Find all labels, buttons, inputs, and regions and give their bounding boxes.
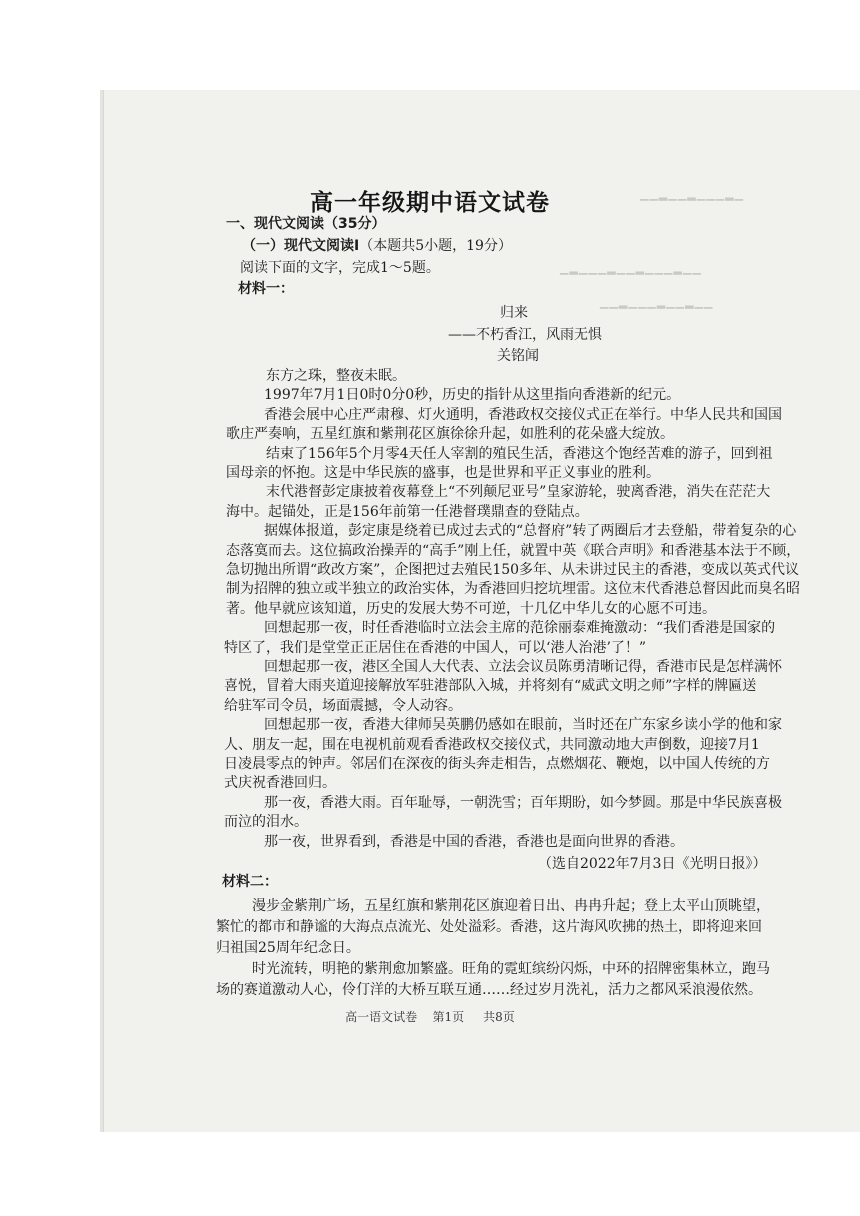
article-line: 急切抛出所谓“政改方案”，企图把过去殖民150多年、从未讲过民主的香港，变成以英式代议 — [226, 562, 800, 578]
subsection-heading — [242, 236, 512, 256]
article-line: 回想起那一夜，港区全国人大代表、立法会议员陈勇清晰记得，香港市民是怎样满怀 — [264, 659, 782, 675]
bleed-through-texture: ▁▂▁▁▁▂▁▁▂▁▁▁▂▁▁ — [560, 262, 702, 275]
article-line: 特区了，我们是堂堂正正居住在香港的中国人，可以‘港人治港’了！” — [224, 639, 647, 656]
article-line: 那一夜，香港大雨。百年耻辱，一朝洗雪；百年期盼，如今梦圆。那是中华民族喜极 — [264, 794, 782, 811]
article-line: 式庆祝香港回归。 — [224, 775, 336, 792]
article-subtitle: ——不朽香江，风雨无惧 — [448, 327, 602, 343]
article-line: 回想起那一夜，时任香港临时立法会主席的范徐丽泰难掩激动：“我们香港是国家的 — [264, 620, 776, 637]
article-line: 而泣的泪水。 — [224, 814, 308, 831]
article-line: 据媒体报道，彭定康是绕着已成过去式的“总督府”转了两圈后才去登船，带着复杂的心 — [264, 523, 797, 540]
article-line: 香港会展中心庄严肃穆、灯火通明，香港政权交接仪式正在举行。中华人民共和国国 — [264, 406, 782, 423]
article-line: 日凌晨零点的钟声。邻居们在深夜的街头奔走相告，点燃烟花、鞭炮，以中国人传统的方 — [224, 756, 770, 772]
material-one-label: 材料一： — [238, 281, 294, 297]
page-footer — [0, 1008, 860, 1025]
exam-title: 高一年级期中语文试卷 — [310, 190, 550, 216]
article-source: （选自2022年7月3日《光明日报》） — [538, 855, 767, 872]
article-line: 歌庄严奏响，五星红旗和紫荆花区旗徐徐升起，如胜利的花朵盛大绽放。 — [226, 426, 674, 443]
article-line: 态落寞而去。这位搞政治操弄的“高手”刚上任，就置中英《联合声明》和香港基本法于不顾， — [226, 542, 801, 559]
article-author: 关铭闻 — [497, 348, 539, 364]
article-line: 1997年7月1日0时0分0秒，历史的指针从这里指向香港新的纪元。 — [264, 387, 681, 404]
article-line: 制为招牌的独立或半独立的政治实体，为香港回归挖坑埋雷。这位末代香港总督因此而臭名昭 — [226, 581, 800, 598]
article-line: 那一夜，世界看到，香港是中国的香港，香港也是面向世界的香港。 — [264, 833, 684, 850]
article-line: 人、朋友一起，围在电视机前观看香港政权交接仪式，共同激动地大声倒数，迎接7月1 — [224, 736, 760, 753]
article-line: 末代港督彭定康披着夜幕登上“不列颠尼亚号”皇家游轮，驶离香港，消失在茫茫大 — [266, 484, 771, 501]
article-line: 东方之珠，整夜未眠。 — [266, 368, 406, 384]
subsection-title: （一）现代文阅读Ⅰ — [242, 238, 360, 254]
article-line: 海中。起锚处，正是156年前第一任港督璞鼎查的登陆点。 — [226, 503, 589, 520]
article-line: 给驻军司令员，场面震撼，令人动容。 — [224, 697, 462, 714]
bleed-through-texture: ▁▁▂▁▁▂▁▁▁▂▁ — [640, 188, 745, 201]
material-two-line: 漫步金紫荆广场，五星红旗和紫荆花区旗迎着日出、冉冉升起；登上太平山顶眺望， — [252, 897, 770, 914]
article-line: 著。他早就应该知道，历史的发展大势不可逆，十几亿中华儿女的心愿不可违。 — [226, 600, 716, 617]
article-line: 回想起那一夜，香港大律师吴英鹏仍感如在眼前，当时还在广东家乡读小学的他和家 — [264, 717, 782, 734]
subsection-note: （本题共5小题，19分） — [359, 238, 512, 254]
footer-subject: 高一语文试卷 — [345, 1010, 418, 1024]
instruction-text: 阅读下面的文字，完成1～5题。 — [240, 260, 440, 276]
footer-total-pages: 共8页 — [483, 1010, 515, 1024]
material-two-line: 时光流转，明艳的紫荆愈加繁盛。旺角的霓虹缤纷闪烁，中环的招牌密集林立，跑马 — [252, 960, 770, 977]
section-heading: 一、现代文阅读（35分） — [226, 216, 386, 232]
material-two-line: 场的赛道激动人心，伶仃洋的大桥互联互通……经过岁月洗礼，活力之都风采浪漫依然。 — [216, 981, 762, 998]
footer-page-number: 第1页 — [432, 1010, 465, 1024]
article-line: 国母亲的怀抱。这是中华民族的盛事，也是世界和平正义事业的胜利。 — [226, 465, 660, 481]
bleed-through-texture: ▁▁▂▁▁▁▂▁▁▂▁▁ — [600, 296, 714, 309]
material-two-line: 归祖国25周年纪念日。 — [216, 939, 360, 956]
article-title: 归来 — [500, 305, 528, 321]
material-two-line: 繁忙的都市和静谧的大海点点流光、处处溢彩。香港，这片海风吹拂的热土，即将迎来回 — [216, 918, 762, 935]
material-two-label: 材料二： — [222, 873, 278, 890]
article-line: 结束了156年5个月零4天任人宰割的殖民生活，香港这个饱经苦难的游子，回到祖 — [266, 445, 773, 462]
article-line: 喜悦，冒着大雨夹道迎接解放军驻港部队入城，并将刻有“威武文明之师”字样的牌匾送 — [224, 678, 757, 695]
